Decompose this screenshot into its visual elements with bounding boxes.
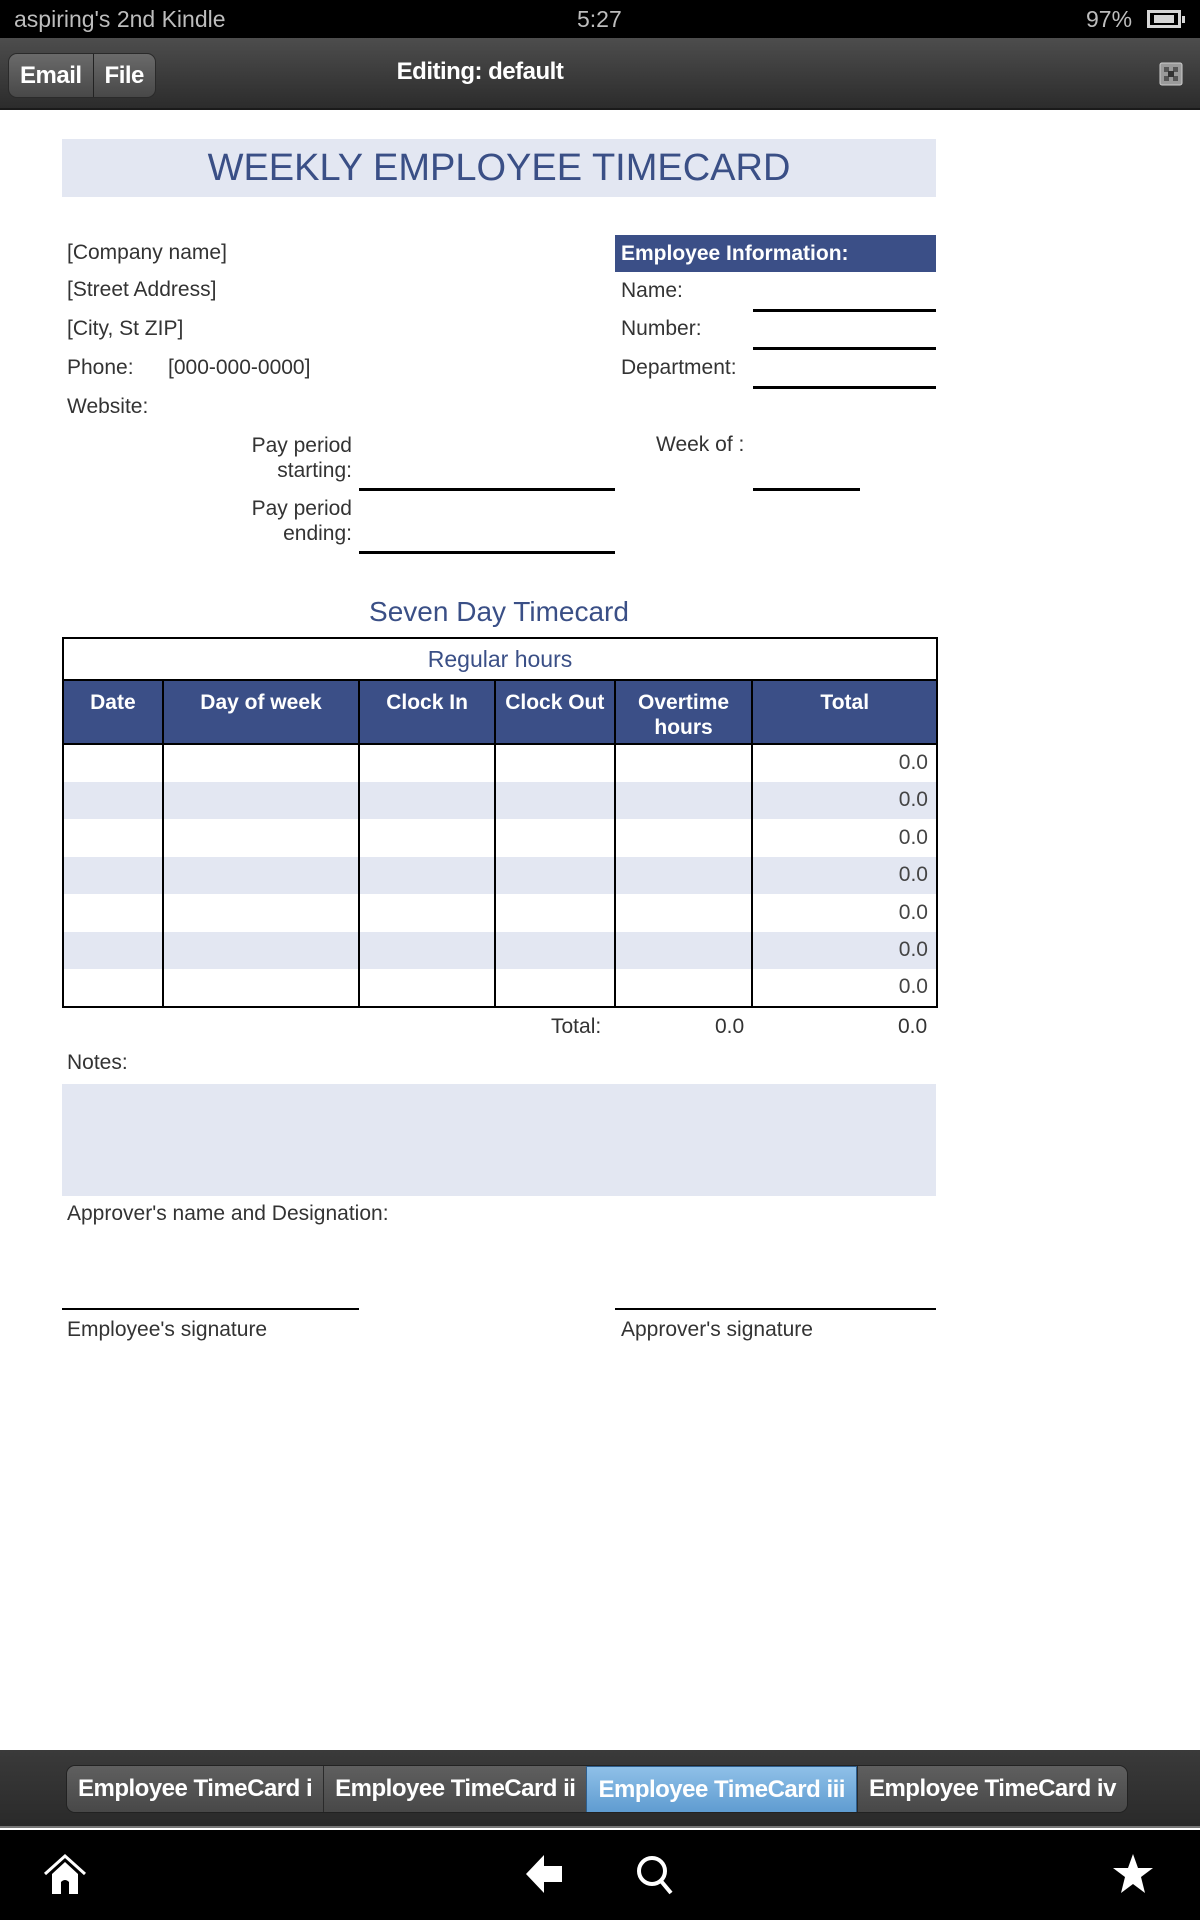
approver-name-label: Approver's name and Designation: — [67, 1202, 389, 1225]
pay-period-end-label-line1: Pay period — [251, 497, 352, 520]
overtime-cell[interactable] — [615, 857, 753, 895]
approver-signature-line[interactable] — [615, 1308, 936, 1310]
app-toolbar — [0, 38, 1200, 110]
table-row — [63, 744, 937, 782]
clock-out-cell[interactable] — [495, 782, 615, 820]
overtime-cell[interactable] — [615, 744, 753, 782]
notes-field[interactable] — [62, 1084, 936, 1196]
sheet-tab-timecard-iii[interactable]: Employee TimeCard iii — [586, 1766, 856, 1813]
email-button[interactable]: Email — [20, 62, 82, 89]
clock-out-cell[interactable] — [495, 894, 615, 932]
search-icon[interactable] — [633, 1852, 677, 1896]
clock-out-cell[interactable] — [495, 857, 615, 895]
device-name: aspiring's 2nd Kindle — [14, 6, 226, 32]
phone-value[interactable]: [000-000-0000] — [168, 356, 311, 379]
sheet-tab-timecard-iv[interactable]: Employee TimeCard iv — [857, 1766, 1127, 1813]
overtime-cell[interactable] — [615, 894, 753, 932]
system-nav-bar — [0, 1830, 1200, 1920]
clock-in-cell[interactable] — [359, 857, 495, 895]
street-address[interactable]: [Street Address] — [67, 278, 217, 301]
pay-period-start-field[interactable] — [359, 488, 615, 491]
regular-hours-header: Regular hours — [63, 638, 937, 680]
table-row — [63, 969, 937, 1007]
clock-in-cell[interactable] — [359, 744, 495, 782]
day-cell[interactable] — [163, 932, 359, 970]
total-cell[interactable]: 0.0 — [752, 744, 937, 782]
department-label: Department: — [621, 356, 737, 379]
table-row — [63, 894, 937, 932]
pay-period-end-field[interactable] — [359, 551, 615, 554]
week-of-label: Week of : — [656, 433, 745, 456]
employee-info-header: Employee Information: — [615, 235, 936, 272]
table-row — [63, 819, 937, 857]
file-button[interactable]: File — [93, 54, 155, 98]
city-state-zip[interactable]: [City, St ZIP] — [67, 317, 184, 340]
clock-in-cell[interactable] — [359, 782, 495, 820]
pay-period-start-label-line2: starting: — [277, 459, 352, 482]
day-cell[interactable] — [163, 857, 359, 895]
employee-signature-line[interactable] — [62, 1308, 359, 1310]
approver-signature-label: Approver's signature — [621, 1318, 813, 1341]
overtime-cell[interactable] — [615, 782, 753, 820]
clock-out-cell[interactable] — [495, 969, 615, 1007]
sheet-tabs — [66, 1765, 1128, 1813]
total-cell[interactable]: 0.0 — [752, 932, 937, 970]
col-total: Total — [752, 680, 937, 744]
company-name[interactable]: [Company name] — [67, 241, 227, 264]
clock-in-cell[interactable] — [359, 819, 495, 857]
col-clock-out: Clock Out — [495, 680, 615, 744]
clock-in-cell[interactable] — [359, 969, 495, 1007]
day-cell[interactable] — [163, 744, 359, 782]
clock-in-cell[interactable] — [359, 932, 495, 970]
col-day-of-week: Day of week — [163, 680, 359, 744]
pay-period-end-label-line2: ending: — [283, 522, 352, 545]
date-cell[interactable] — [63, 932, 163, 970]
number-field[interactable] — [753, 347, 936, 350]
date-cell[interactable] — [63, 782, 163, 820]
pay-period-start-label-line1: Pay period — [251, 434, 352, 457]
pay-period-start-label — [200, 433, 352, 483]
col-date: Date — [63, 680, 163, 744]
phone-label: Phone: — [67, 356, 134, 379]
timecard-table — [62, 637, 938, 1008]
total-cell[interactable]: 0.0 — [752, 857, 937, 895]
col-clock-in: Clock In — [359, 680, 495, 744]
clock-in-cell[interactable] — [359, 894, 495, 932]
total-cell[interactable]: 0.0 — [752, 894, 937, 932]
favorites-star-icon[interactable] — [1111, 1852, 1155, 1896]
grid-select-icon[interactable] — [1159, 62, 1183, 86]
number-label: Number: — [621, 317, 702, 340]
notes-label: Notes: — [67, 1051, 128, 1074]
battery-percentage: 97% — [1086, 6, 1133, 32]
day-cell[interactable] — [163, 782, 359, 820]
overtime-cell[interactable] — [615, 932, 753, 970]
document-title[interactable]: WEEKLY EMPLOYEE TIMECARD — [62, 139, 936, 197]
col-overtime-line2: hours — [654, 716, 713, 739]
day-cell[interactable] — [163, 819, 359, 857]
date-cell[interactable] — [63, 857, 163, 895]
department-field[interactable] — [753, 386, 936, 389]
total-cell[interactable]: 0.0 — [752, 969, 937, 1007]
total-label: Total: — [551, 1015, 602, 1038]
clock-out-cell[interactable] — [495, 932, 615, 970]
clock: 5:27 — [577, 6, 622, 32]
table-row — [63, 782, 937, 820]
status-bar — [0, 0, 1200, 38]
battery-charging-icon — [1147, 10, 1181, 28]
day-cell[interactable] — [163, 969, 359, 1007]
table-row — [63, 857, 937, 895]
pay-period-end-label — [200, 496, 352, 546]
name-field[interactable] — [753, 309, 936, 312]
editing-title: Editing: default — [396, 58, 564, 85]
table-row — [63, 932, 937, 970]
name-label: Name: — [621, 279, 683, 302]
total-cell[interactable]: 0.0 — [752, 819, 937, 857]
employee-signature-label: Employee's signature — [67, 1318, 268, 1341]
home-icon[interactable] — [42, 1852, 88, 1896]
back-icon[interactable] — [522, 1852, 566, 1896]
overtime-cell[interactable] — [615, 819, 753, 857]
clock-out-cell[interactable] — [495, 744, 615, 782]
total-cell[interactable]: 0.0 — [752, 782, 937, 820]
date-cell[interactable] — [63, 819, 163, 857]
timecard-subtitle: Seven Day Timecard — [369, 596, 629, 627]
day-cell[interactable] — [163, 894, 359, 932]
sheet-tab-timecard-ii[interactable]: Employee TimeCard ii — [323, 1766, 586, 1813]
sheet-tab-bar — [0, 1750, 1200, 1828]
col-overtime-hours — [615, 680, 753, 744]
website-label: Website: — [67, 395, 149, 418]
sheet-tab-timecard-i[interactable]: Employee TimeCard i — [67, 1766, 323, 1813]
week-of-field[interactable] — [753, 488, 860, 491]
overtime-cell[interactable] — [615, 969, 753, 1007]
date-cell[interactable] — [63, 744, 163, 782]
clock-out-cell[interactable] — [495, 819, 615, 857]
date-cell[interactable] — [63, 969, 163, 1007]
date-cell[interactable] — [63, 894, 163, 932]
spreadsheet-document[interactable] — [0, 112, 1200, 1750]
col-overtime-line1: Overtime — [638, 691, 730, 714]
total-hours-value[interactable]: 0.0 — [898, 1015, 928, 1038]
total-overtime-value[interactable]: 0.0 — [715, 1015, 745, 1038]
